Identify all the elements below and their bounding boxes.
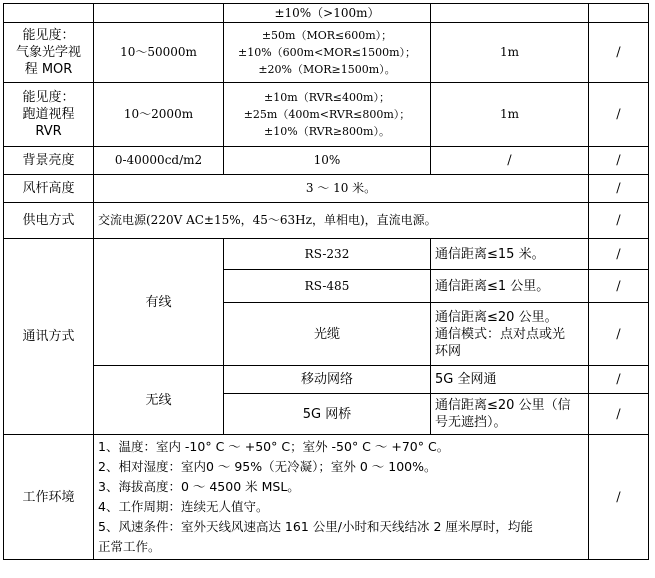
env-line: 3、海拔高度：0 ～ 4500 米 MSL。 xyxy=(98,479,300,494)
spec-table xyxy=(3,3,649,560)
comm-name: 通讯方式 xyxy=(4,239,94,435)
fiber-name: 光缆 xyxy=(224,303,431,366)
mor-accuracy-line: ±10%（600m<MOR≤1500m）； xyxy=(237,46,416,59)
mor-range: 10～50000m xyxy=(94,23,224,83)
rvr-accuracy-line: ±10%（RVR≥800m）。 xyxy=(264,125,390,138)
mor-resolution: 1m xyxy=(431,23,589,83)
table-row-mobile xyxy=(4,366,649,394)
table-row-pole xyxy=(4,175,649,203)
env-name: 工作环境 xyxy=(4,435,94,560)
env-line: 正常工作。 xyxy=(98,539,161,554)
mor-name-line: 程 MOR xyxy=(24,62,73,77)
env-line: 2、相对湿度：室内0 ～ 95%（无冷凝）；室外 0 ～ 100%。 xyxy=(98,459,437,474)
fiber-desc-line: 环网 xyxy=(435,343,462,359)
background-range: 0-40000cd/m2 xyxy=(94,147,224,175)
cell-empty xyxy=(4,4,94,23)
mor-name xyxy=(4,23,94,83)
env-note: / xyxy=(589,435,649,560)
rs232-desc: 通信距离≤15 米。 xyxy=(431,239,589,270)
bridge-desc xyxy=(431,394,589,435)
table-row-mor-tail xyxy=(4,4,649,23)
rvr-accuracy xyxy=(224,83,431,147)
mobile-desc: 5G 全网通 xyxy=(431,366,589,394)
mobile-note: / xyxy=(589,366,649,394)
fiber-desc xyxy=(431,303,589,366)
pole-note: / xyxy=(589,175,649,203)
rvr-name-line: RVR xyxy=(35,124,62,139)
table-row-mor xyxy=(4,23,649,83)
power-name: 供电方式 xyxy=(4,203,94,239)
mor-accuracy-line: ±20%（MOR≥1500m）。 xyxy=(258,63,396,76)
mobile-name: 移动网络 xyxy=(224,366,431,394)
power-note: / xyxy=(589,203,649,239)
rvr-note: / xyxy=(589,83,649,147)
comm-wired-label: 有线 xyxy=(94,239,224,366)
cell-empty xyxy=(431,4,589,23)
rs232-name: RS-232 xyxy=(224,239,431,270)
rvr-range: 10～2000m xyxy=(94,83,224,147)
bridge-desc-line: 号无遮挡）。 xyxy=(435,415,507,430)
background-name: 背景亮度 xyxy=(4,147,94,175)
rvr-name-line: 跑道视程 xyxy=(22,107,75,122)
pole-name: 风杆高度 xyxy=(4,175,94,203)
pole-value: 3 ～ 10 米。 xyxy=(94,175,589,203)
table-row-power xyxy=(4,203,649,239)
fiber-note: / xyxy=(589,303,649,366)
mor-name-line: 气象光学视 xyxy=(15,45,81,60)
rvr-accuracy-line: ±25m（400m<RVR≤800m）； xyxy=(243,108,411,121)
env-line: 1、温度：室内 -10° C ～ +50° C；室外 -50° C ～ +70° C。 xyxy=(98,439,450,454)
cell-empty xyxy=(94,4,224,23)
rvr-name-line: 能见度： xyxy=(22,90,75,105)
env-line: 4、工作周期：连续无人值守。 xyxy=(98,499,269,514)
bridge-name: 5G 网桥 xyxy=(224,394,431,435)
fiber-desc-line: 通信距离≤20 公里。 xyxy=(435,309,558,325)
rvr-accuracy-line: ±10m（RVR≤400m）； xyxy=(264,91,390,104)
background-accuracy: 10% xyxy=(224,147,431,175)
background-resolution: / xyxy=(431,147,589,175)
bridge-note: / xyxy=(589,394,649,435)
rvr-name xyxy=(4,83,94,147)
env-value xyxy=(94,435,589,560)
bridge-desc-line: 通信距离≤20 公里（信 xyxy=(435,398,571,413)
rs485-name: RS-485 xyxy=(224,270,431,303)
mor-accuracy-line: ±50m（MOR≤600m）； xyxy=(261,29,393,42)
env-line: 5、风速条件：室外天线风速高达 161 公里/小时和天线结冰 2 厘米厚时，均能 xyxy=(98,519,533,534)
table-row-background xyxy=(4,147,649,175)
power-value: 交流电源(220V AC±15%，45～63Hz，单相电)，直流电源。 xyxy=(94,203,589,239)
comm-wireless-label: 无线 xyxy=(94,366,224,435)
table-row-env xyxy=(4,435,649,560)
mor-accuracy xyxy=(224,23,431,83)
mor-tail-accuracy: ±10%（>100m） xyxy=(224,4,431,23)
table-row-rs232 xyxy=(4,239,649,270)
background-note: / xyxy=(589,147,649,175)
mor-note: / xyxy=(589,23,649,83)
rs232-note: / xyxy=(589,239,649,270)
table-row-rvr xyxy=(4,83,649,147)
rvr-resolution: 1m xyxy=(431,83,589,147)
mor-name-line: 能见度： xyxy=(22,28,75,43)
cell-empty xyxy=(589,4,649,23)
fiber-desc-line: 通信模式：点对点或光 xyxy=(435,326,566,342)
rs485-note: / xyxy=(589,270,649,303)
rs485-desc: 通信距离≤1 公里。 xyxy=(431,270,589,303)
